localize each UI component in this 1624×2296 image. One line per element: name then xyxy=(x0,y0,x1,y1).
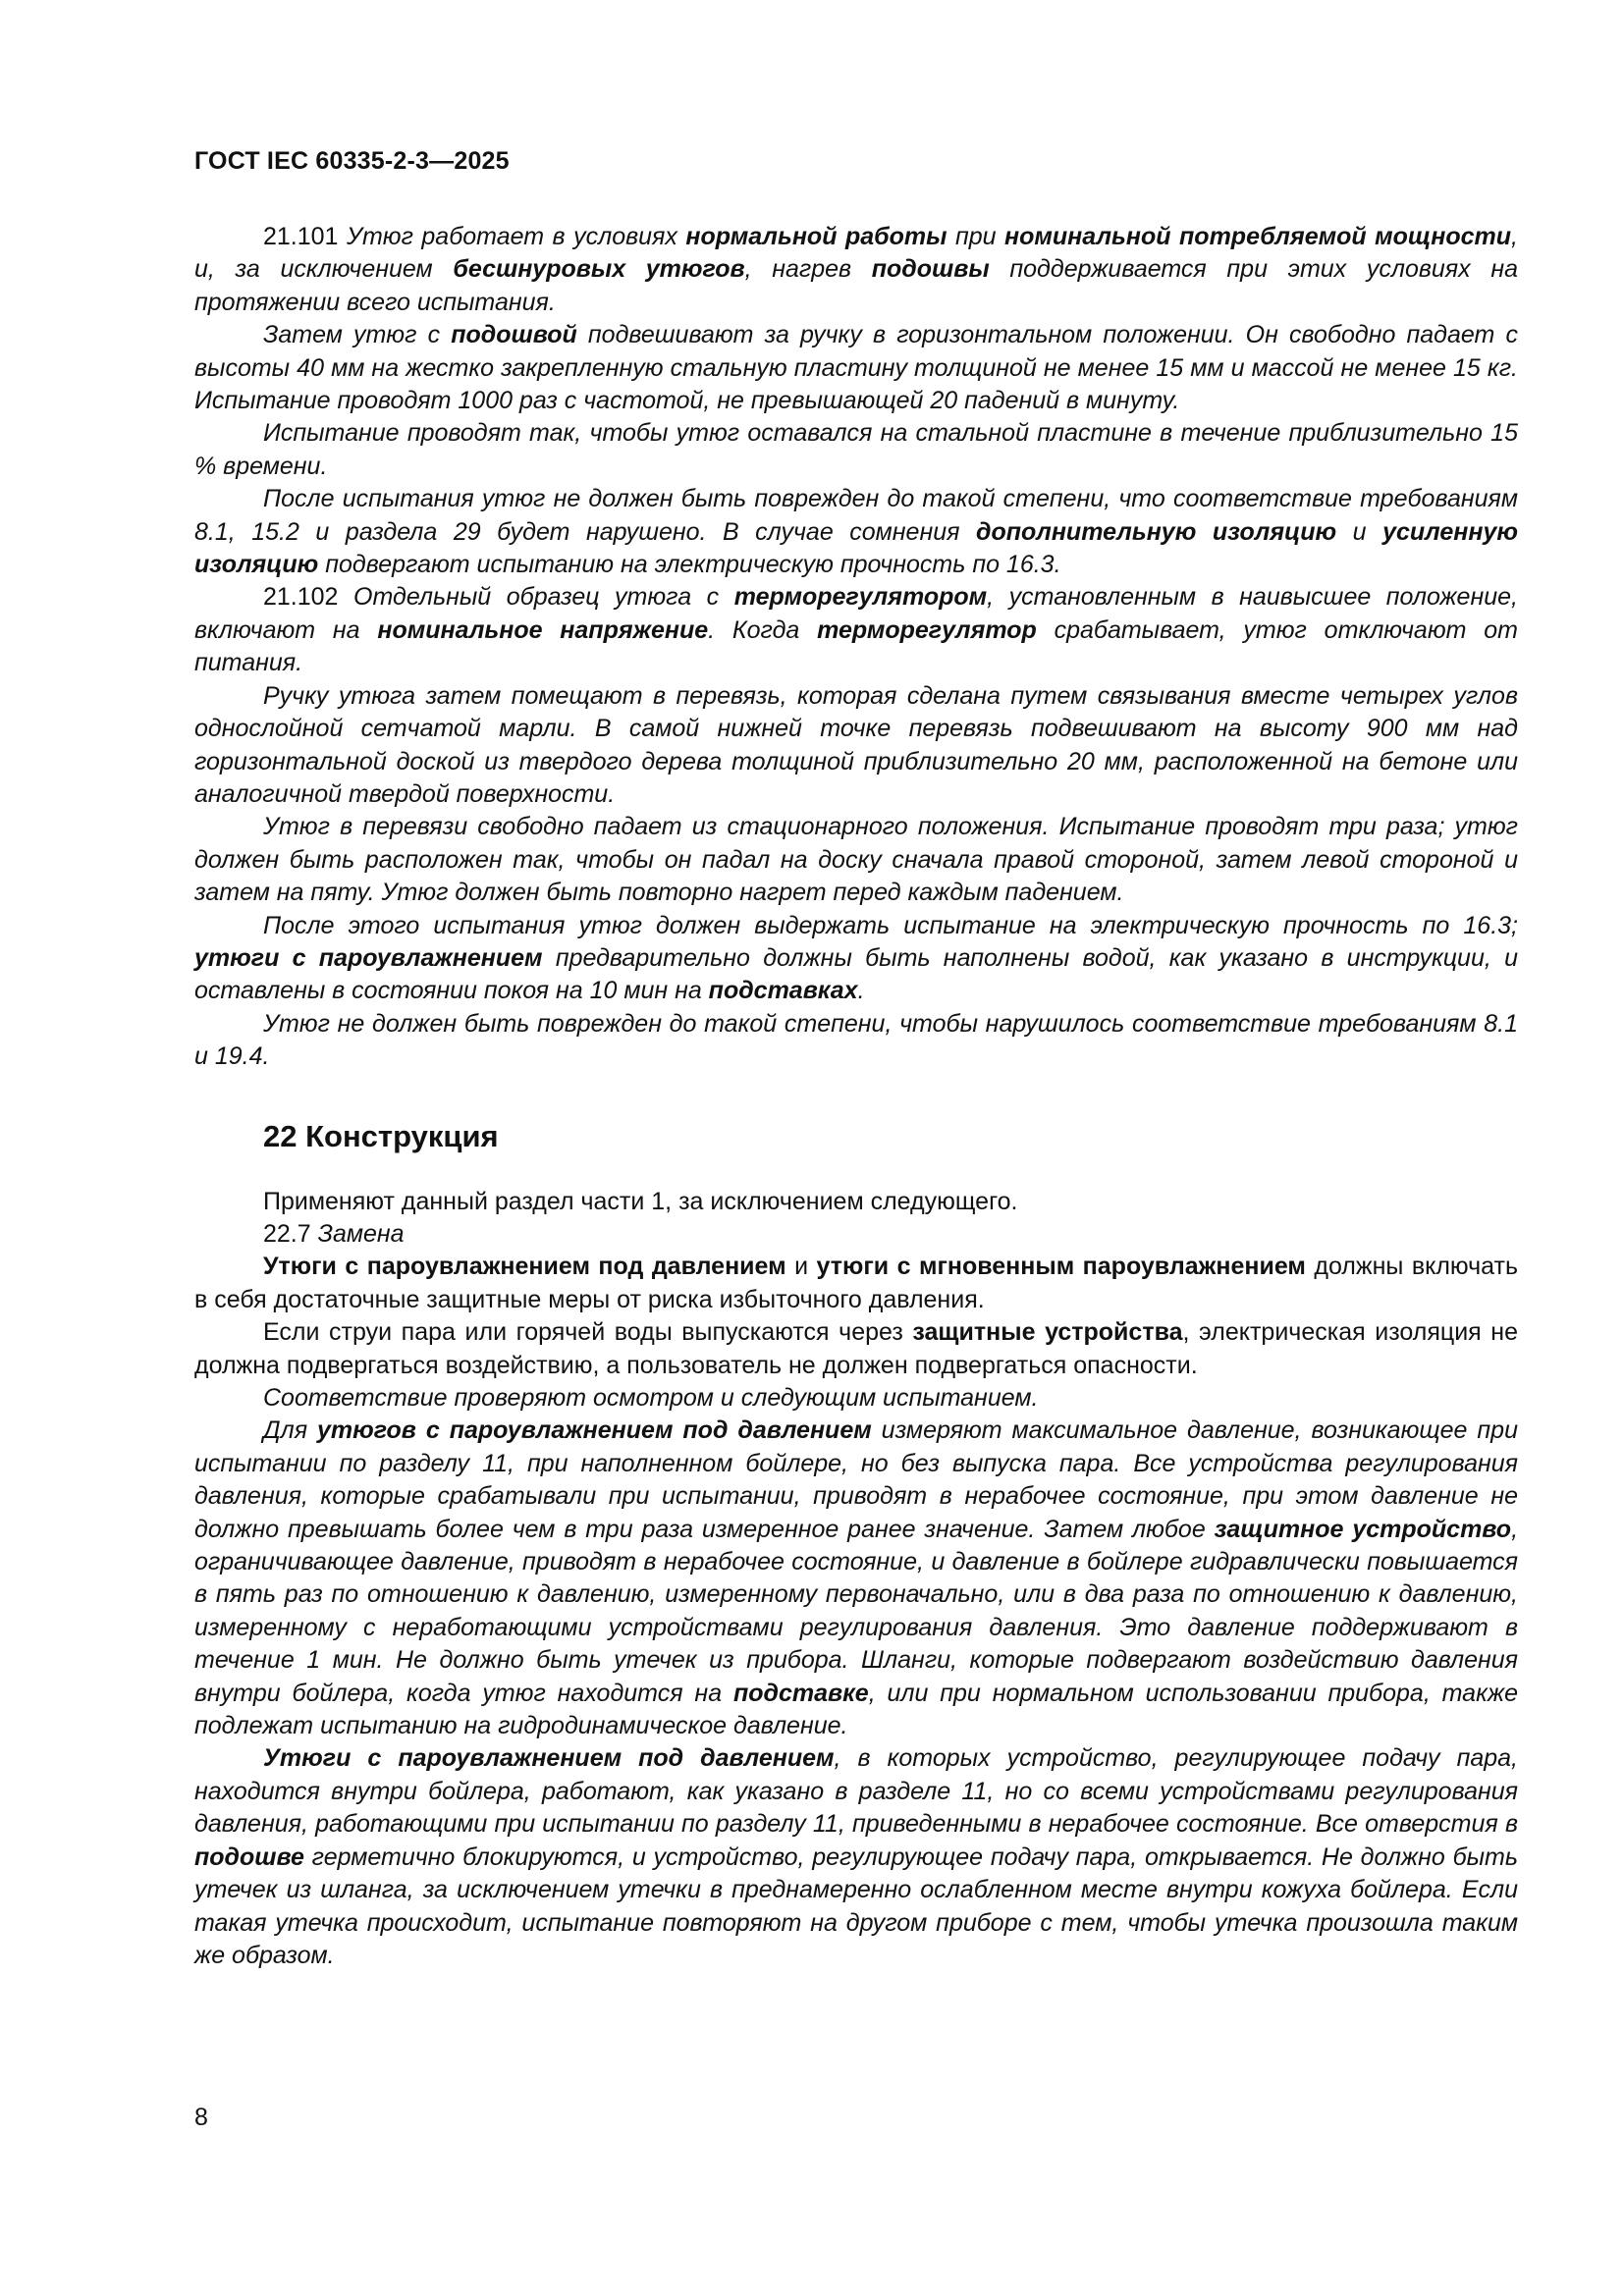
paragraph xyxy=(194,1186,1518,1218)
text-segment: 22.7 xyxy=(263,1219,318,1248)
text-segment: Утюги с пароувлажнением под давлением xyxy=(263,1253,786,1281)
text-segment: утюгов с пароувлажнением под давлением xyxy=(317,1416,872,1445)
text-segment: утюги с пароувлажнением xyxy=(194,943,543,972)
paragraph xyxy=(194,417,1518,483)
text-segment: дополнительную изоляцию xyxy=(976,517,1337,546)
document-header: ГОСТ IEC 60335-2-3—2025 xyxy=(194,147,510,175)
paragraph xyxy=(194,1008,1518,1074)
text-segment: , или при нормальном использовании прибора, также подлежат испытанию на гидродинамическое давление. xyxy=(194,1679,1518,1740)
text-segment: , ограничивающее давление, приводят в нерабочее состояние, и давление в бойлере гидравлически повышается в пять раз по отношению к давлению, измеренному первоначально, или в два раза по отношению к давлению, измеренному с неработающими устройствами регулирования давления. Это давление поддерживают в течение 1 мин. Не должно быть утечек из прибора. Шланги, которые подвергают воздействию давления внутри бойлера, когда утюг находится на xyxy=(194,1515,1519,1707)
text-segment: Применяют данный раздел части 1, за исключением следующего. xyxy=(263,1187,1018,1215)
text-segment: при xyxy=(947,223,1005,250)
page-number: 8 xyxy=(194,2104,208,2131)
text-segment: Замена xyxy=(317,1219,405,1248)
text-segment: 21.102 xyxy=(263,583,354,612)
paragraphs-before xyxy=(194,221,1518,1074)
text-segment: 21.101 xyxy=(263,223,347,250)
text-segment: подошвы xyxy=(871,255,990,284)
text-segment: Если струи пара или горячей воды выпускаются через xyxy=(263,1318,913,1347)
text-segment: Утюги с пароувлажнением под давлением xyxy=(263,1744,835,1773)
text-segment: номинальной потребляемой мощности xyxy=(1004,223,1512,250)
paragraph xyxy=(194,680,1518,812)
text-segment: подставках xyxy=(708,977,858,1005)
text-segment: утюги с мгновенным пароувлажнением xyxy=(816,1253,1306,1281)
document-body xyxy=(194,221,1518,1972)
text-segment: . Когда xyxy=(708,615,818,644)
text-segment: поддерживается при этих условиях на протяжении всего испытания. xyxy=(194,255,1518,316)
paragraph xyxy=(194,1415,1518,1742)
paragraph xyxy=(194,483,1518,581)
text-segment: терморегулятором xyxy=(733,583,988,612)
text-segment: номинальное напряжение xyxy=(377,615,709,644)
paragraph xyxy=(194,811,1518,909)
text-segment: защитное устройство xyxy=(1214,1515,1512,1543)
text-segment: измеряют максимальное давление, возникающее при испытании по разделу 11, при наполненном бойлере, но без выпуска пара. Все устройства регулирования давления, которые срабатывали при испытании, приводят в нерабочее состояние, при этом давление не должно превышать более чем в три раза измеренное ранее значение. Затем любое xyxy=(194,1416,1518,1543)
text-segment: подошве xyxy=(194,1842,304,1871)
text-segment: защитные устройства xyxy=(912,1318,1183,1347)
text-segment: и xyxy=(785,1253,817,1281)
paragraph xyxy=(194,1316,1518,1382)
text-segment: После испытания утюг не должен быть поврежден до такой степени, что соответствие требованиям 8.1, 15.2 и раздела 29 будет нарушено. В случае сомнения xyxy=(194,485,1518,546)
text-segment: предварительно должны быть наполнены водой, как указано в инструкции, и оставлены в состоянии покоя на 10 мин на xyxy=(194,943,1518,1005)
text-segment: и xyxy=(1336,517,1383,546)
text-segment: , электрическая изоляция не должна подвергаться воздействию, а пользователь не должен подвергаться опасности. xyxy=(194,1318,1518,1379)
text-segment: нормальной работы xyxy=(685,223,947,250)
text-segment: подставке xyxy=(732,1679,869,1707)
text-segment: Соответствие проверяют осмотром и следующим испытанием. xyxy=(263,1384,1039,1412)
text-segment: Утюг работает в условиях xyxy=(346,223,686,250)
paragraph xyxy=(194,221,1518,319)
text-segment: После этого испытания утюг должен выдержать испытание на электрическую прочность по 16.3; xyxy=(263,911,1518,939)
paragraph xyxy=(194,1742,1518,1972)
text-segment: , установленным в наивысшее положение, включают на xyxy=(194,583,1518,644)
text-segment: усиленную изоляцию xyxy=(194,517,1519,579)
text-segment: Утюг в перевязи свободно падает из стационарного положения. Испытание проводят три раза; утюг должен быть расположен так, чтобы он падал на доску сначала правой стороной, затем левой стороной и затем на пяту. Утюг должен быть повторно нагрет перед каждым падением. xyxy=(194,813,1518,907)
text-segment: . xyxy=(857,977,865,1005)
text-segment: подошвой xyxy=(451,321,577,349)
text-segment: терморегулятор xyxy=(817,615,1037,644)
paragraph xyxy=(194,1382,1518,1415)
section-heading: 22 Конструкция xyxy=(263,1118,499,1153)
text-segment: Испытание проводят так, чтобы утюг оставался на стальной пластине в течение приблизительно 15 % времени. xyxy=(194,419,1518,480)
text-segment: , и, за исключением xyxy=(194,223,1518,284)
paragraph xyxy=(194,319,1518,417)
text-segment: срабатывает, утюг отключают от питания. xyxy=(194,615,1518,677)
paragraph xyxy=(194,1251,1518,1316)
text-segment: Для xyxy=(263,1416,318,1445)
text-segment: подвергают испытанию на электрическую прочность по 16.3. xyxy=(318,551,1061,579)
text-segment: , в которых устройство, регулирующее подачу пара, находится внутри бойлера, работают, как указано в разделе 11, но со всеми устройствами регулирования давления, работающими при испытании по разделу 11, приведенными в нерабочее состояние. Все отверстия в xyxy=(194,1744,1519,1839)
paragraph xyxy=(194,910,1518,1008)
text-segment: Ручку утюга затем помещают в перевязь, которая сделана путем связывания вместе четырех углов однослойной сетчатой марли. В самой нижней точке перевязь подвешивают на высоту 900 мм над горизонтальной доской из твердого дерева толщиной приблизительно 20 мм, расположенной на бетоне или аналогичной твердой поверхности. xyxy=(194,681,1518,808)
text-segment: бесшнуровых утюгов xyxy=(453,255,745,284)
text-segment: , нагрев xyxy=(744,255,872,284)
text-segment: Затем утюг с xyxy=(263,321,452,349)
paragraph xyxy=(194,1218,1518,1251)
text-segment: Утюг не должен быть поврежден до такой степени, чтобы нарушилось соответствие требованиям 8.1 и 19.4. xyxy=(194,1009,1518,1071)
text-segment: Отдельный образец утюга с xyxy=(353,583,734,612)
paragraphs-after xyxy=(194,1186,1518,1973)
text-segment: должны включать в себя достаточные защитные меры от риска избыточного давления. xyxy=(194,1253,1518,1313)
text-segment: герметично блокируются, и устройство, регулирующее подачу пара, открывается. Не должно быть утечек из шланга, за исключением утечки в преднамеренно ослабленном месте внутри кожуха бойлера. Если такая утечка происходит, испытание повторяют на другом приборе с тем, чтобы утечка произошла таким же образом. xyxy=(194,1842,1518,1969)
paragraph xyxy=(194,581,1518,679)
text-segment: подвешивают за ручку в горизонтальном положении. Он свободно падает с высоты 40 мм на жестко закрепленную стальную пластину толщиной не менее 15 мм и массой не менее 15 кг. Испытание проводят 1000 раз с частотой, не превышающей 20 падений в минуту. xyxy=(194,321,1518,415)
